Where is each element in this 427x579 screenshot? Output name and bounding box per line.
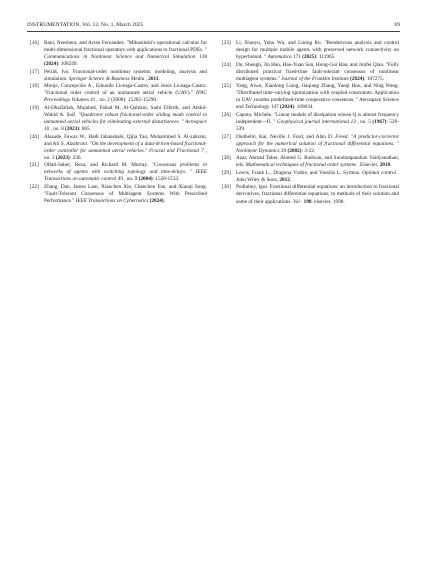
reference-text-part: . [299, 198, 304, 205]
reference-entry [222, 134, 399, 155]
reference-text-part: "Quadrotor robust fractional-order sliding mode control in unmanned aerial vehicles for eliminating external disturbances. " Aerospace 10 [44, 111, 207, 133]
reference-text-part: Olfati-Saber, Reza, and Richard M. Murray. [44, 162, 152, 169]
reference-text-part: Li, Xiaoyu, Yuhu Wu, and Lining Ru. "Rendezvous analysis and control design for multiple mobile agents with preserved network connectivity on hyperboloid. " [236, 40, 399, 61]
references-right-column [222, 40, 399, 206]
reference-entry [222, 170, 399, 184]
reference-entry [30, 105, 207, 133]
reference-text-part: (2023) [55, 154, 70, 161]
reference-number: [29] [222, 169, 231, 176]
reference-text-part: Petráš, Ivo. Fractional-order nonlinear systems: modeling, analysis and simulation. [44, 68, 207, 82]
reference-text-part: . elsevier, 1998. [311, 198, 345, 205]
reference-number: [22] [30, 183, 39, 190]
reference-text-part: Podlubny, Igor. Fractional differential equations: an introduction to fractional derivatives, fractional differential equations, to methods of their solution and some of their applications. [236, 184, 399, 205]
reference-text-part: . John Wiley & Sons, [236, 169, 399, 183]
reference-text-part: (2024) [44, 61, 58, 68]
reference-text-part: (1967) [372, 119, 387, 126]
reference-entry [222, 155, 399, 169]
reference-text-part: (2024) [149, 198, 164, 205]
journal-info: INSTRUMENTATION, Vol. 12, No. 1, March 2025 [27, 22, 144, 28]
reference-number: [28] [222, 155, 231, 162]
reference-text [44, 134, 207, 162]
reference-text-part: . [163, 198, 165, 205]
reference-text [44, 184, 207, 205]
reference-text-part: Freed. "A predictor-corrector approach for the numerical solution of fractional differential equations. " Nonlinear Dynamics [236, 133, 399, 154]
reference-entry [30, 134, 207, 162]
reference-text-part: IEEE Transactions on Cybernetics [75, 198, 149, 205]
reference-text-part: : 107275. [364, 75, 384, 82]
reference-text-part: , no. 8 [49, 126, 65, 133]
reference-text-part: (2004) [138, 176, 153, 183]
reference-text [236, 170, 399, 184]
reference-text-part: (2024) [280, 104, 295, 111]
reference-number: [19] [30, 104, 39, 111]
reference-text-part: Caputo, Michele. "Linear models of dissipation whose Q is almost frequency independent—II. " [236, 111, 399, 126]
reference-text-part: . [289, 176, 292, 183]
reference-text [44, 69, 207, 83]
references-left-column [30, 40, 207, 206]
reference-text-part: Journal of the Franklin Institute [281, 75, 349, 82]
reference-text-part: Lewis, Frank L., Draguna Vrabie, and Vassilis L. Syrmos. [236, 169, 363, 176]
reference-text [236, 40, 399, 61]
reference-text-part: Communications in Nonlinear Science and Numerical Simulation [44, 54, 196, 61]
reference-text-part: 138 [195, 54, 208, 61]
reference-text-part: (2024) [350, 75, 365, 82]
reference-text-part: : 109034. [294, 104, 314, 111]
reference-text-part: , no. 2 (2008): 15285-15290. [95, 97, 158, 104]
reference-text-part: Yang, Aiwu, Xiaolong Liang, Jiaqiang Zhang, Yueqi Hou, and Ning Wang. "Distributed time-varying optimization with coupled constraints: Application in UAV swarms predefined-time cooperative consensus. " Aerospace Science and Technology 147 [236, 83, 399, 111]
reference-text-part: Zhang, Dan, James Lam, Xiaochen Xie, Chenchen Fan, and Xiaoqi Song. "Fault-Tolerant Consensus of Multiagent Systems With Prescribed Performance." [44, 183, 207, 205]
reference-number: [30] [222, 184, 231, 191]
reference-text-part: "Consensus problems in networks of agents with switching topology and time-delays. " IEEE Transactions on automatic control 49 [44, 162, 207, 183]
reference-text [236, 184, 399, 205]
reference-text-part: 198 [303, 198, 312, 205]
reference-entry [30, 40, 207, 68]
reference-text [236, 62, 399, 83]
reference-text [236, 155, 399, 169]
reference-number: [26] [222, 111, 231, 118]
reference-text-part: Geophysical journal international 13 [276, 119, 356, 126]
reference-text-part: : 1520-1533. [152, 176, 180, 183]
reference-entry [222, 40, 399, 61]
reference-text-part: . Elsevier, [356, 162, 380, 169]
reference-text [44, 40, 207, 68]
reference-number: [16] [30, 40, 39, 46]
reference-text-part: , no. 5 [355, 119, 373, 126]
reference-number: [25] [222, 83, 231, 90]
reference-entry [30, 83, 207, 104]
reference-text-part: 2012 [279, 176, 290, 183]
reference-text-part: : 529-539. [236, 119, 399, 133]
reference-text-part: , no. 3 [44, 147, 207, 161]
reference-text-part: Vol [293, 198, 300, 205]
reference-text-part: Alsaade, Fawaz W., Hadi Jahanshahi, Qijia Yao, Mohammed S. Al-zahrani, and Ali S. [44, 133, 207, 147]
reference-text [44, 83, 207, 104]
reference-text-part: Azar, Ahmad Taher, Ahmed G. Radwan, and Sundarapandian Vaidyanathan, eds. [236, 155, 399, 169]
reference-text-part: : 665. [79, 126, 91, 133]
page-number: 69 [394, 22, 400, 28]
reference-text-part: Optimal control [362, 169, 396, 176]
header-rule [27, 31, 400, 32]
reference-entry [222, 184, 399, 205]
reference-number: [18] [30, 83, 39, 90]
reference-text-part: . [158, 75, 160, 82]
reference-number: [27] [222, 133, 231, 140]
reference-text [236, 112, 399, 133]
reference-text-part: Rani, Neeshera, and Arran Fernandez. "Mikusiński's operational calculus for multi-dimensional fractional operators with applications to fractional PDEs. " [44, 40, 207, 54]
reference-entry [30, 162, 207, 183]
reference-text-part: 171 [291, 54, 303, 61]
reference-text-part: Mathematical techniques of fractional order systems [245, 162, 357, 169]
reference-text-part: Automatica [267, 54, 292, 61]
reference-text-part: Al-Dhaifallah, Mujahed, Fahad M. Al-Qahtani, Sami Elferik, and Abdul-Wahid A. Saif. [44, 104, 207, 118]
reference-text-part: . [390, 162, 392, 169]
reference-text-part: 2018 [379, 162, 391, 169]
reference-text-part: 2011 [148, 75, 159, 82]
reference-text-part: Du, Shengli, Jin Han, Hao-Yuan Sun, Hong-Gui Han, and Junfei Qiao. "Fully distributed practical fixed-time fault-tolerant consensus of nonlinear multiagent systems." [236, 61, 399, 82]
reference-text [44, 162, 207, 183]
reference-text-part: , no. 9 [122, 176, 139, 183]
reference-text-part: (2002) [287, 147, 302, 154]
reference-text-part: : 111965. [316, 54, 336, 61]
reference-text-part: Diethelm, Kai, Neville J. Ford, and Alan D. [236, 133, 336, 140]
reference-number: [24] [222, 61, 231, 68]
reference-number: [20] [30, 133, 39, 140]
reference-entry [30, 184, 207, 205]
reference-text-part: IFAC Proceedings Volumes 41 [44, 90, 207, 104]
reference-entry [30, 69, 207, 83]
reference-number: [17] [30, 68, 39, 75]
reference-text-part: Monje, Concepción A., Eduardo Liceaga-Castro, and Jesús Liceaga-Castro. "Fractional order control of an unmanned aerial vehicle (UAV)." [44, 83, 207, 97]
reference-entry [222, 83, 399, 111]
reference-entry [222, 112, 399, 133]
reference-text [44, 105, 207, 133]
reference-text-part: (2023) [65, 126, 79, 133]
reference-text-part: : 108249. [58, 61, 78, 68]
reference-text-part: Springer Science & Business Media [68, 75, 145, 82]
reference-text-part: (2025) [302, 54, 317, 61]
reference-text-part: : 236. [69, 154, 82, 161]
reference-text-part: Alzahrani. "On the development of a data-driven-based fractional-order controller for unmanned aerial vehicles." Fractal and Fractional 7 [44, 140, 208, 154]
reference-text [236, 134, 399, 155]
reference-text [236, 83, 399, 111]
reference-text-part: : 3-22. [301, 147, 316, 154]
reference-text-part: 29 [279, 147, 288, 154]
reference-entry [222, 62, 399, 83]
reference-text-part: , [144, 75, 149, 82]
reference-number: [21] [30, 162, 39, 169]
reference-number: [23] [222, 40, 231, 46]
